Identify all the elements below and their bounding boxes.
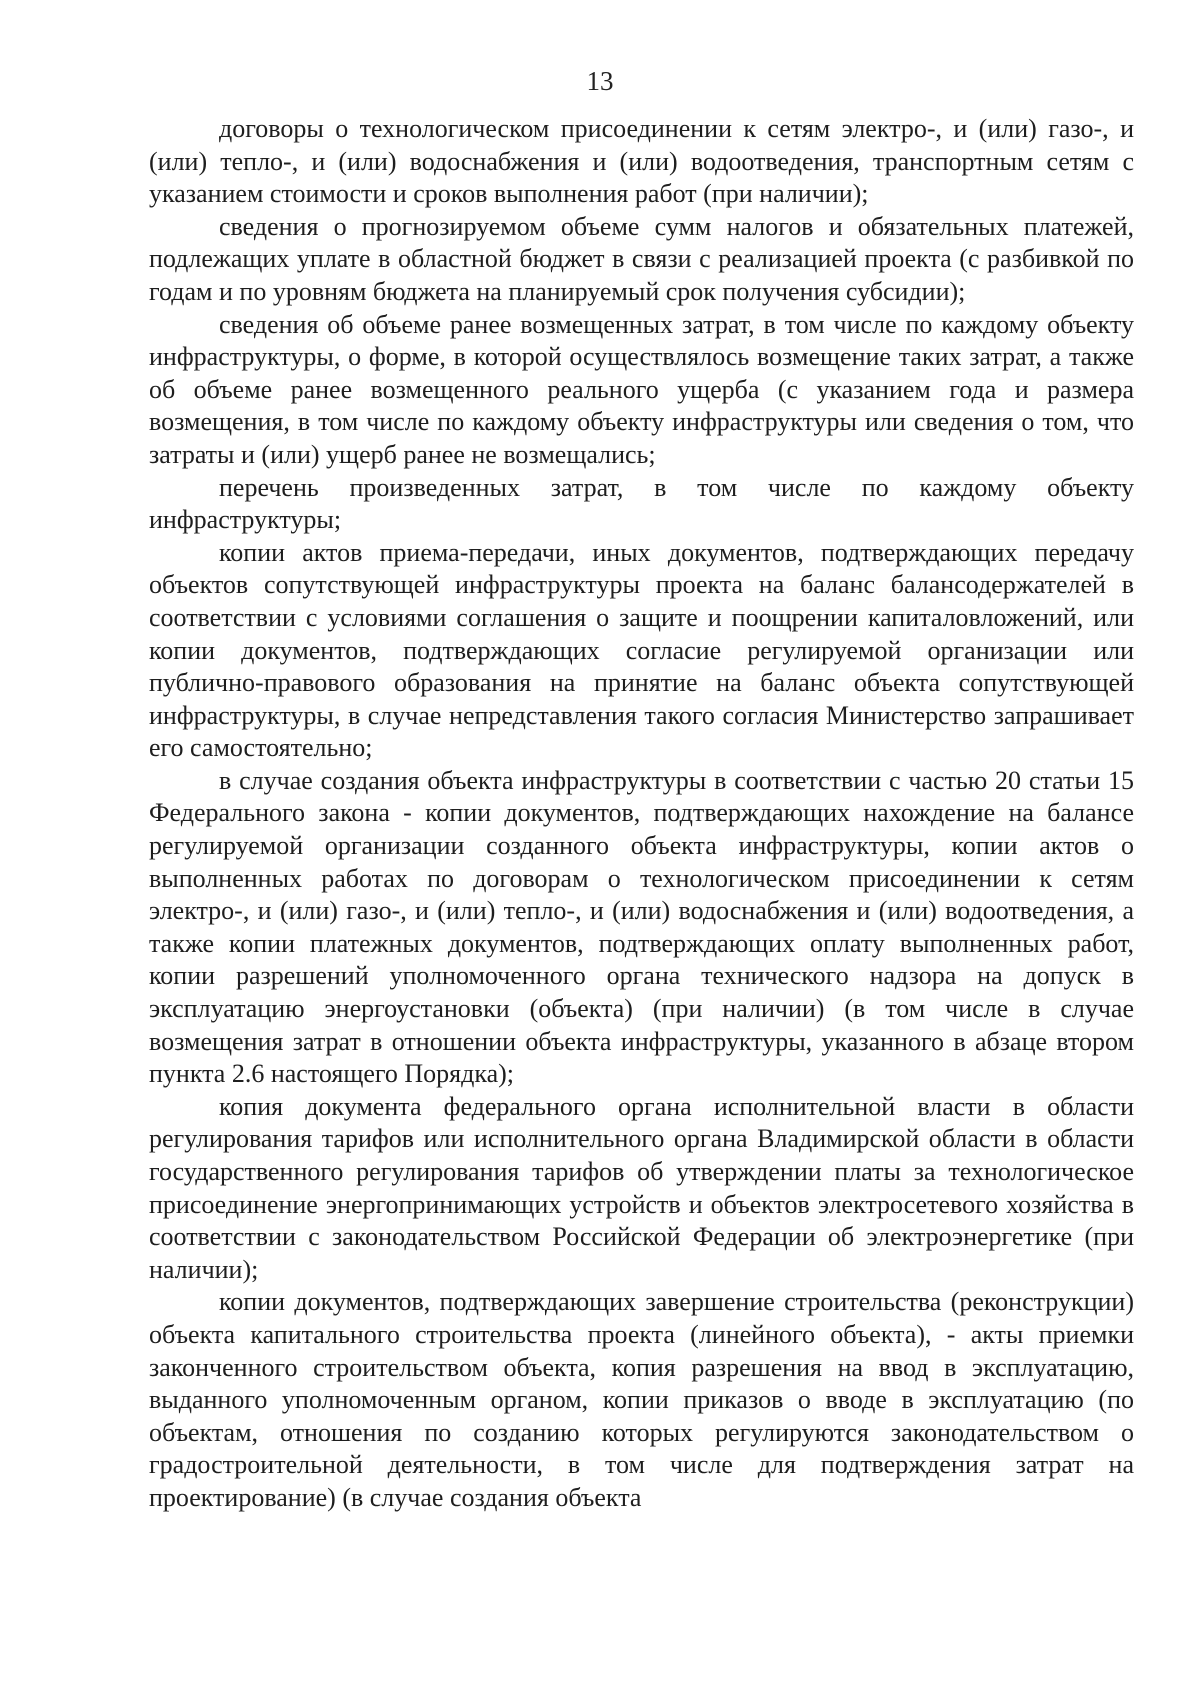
paragraph-transfer-acts: копии актов приема-передачи, иных документов, подтверждающих передачу объектов сопутствующей инфраструктуры проекта на баланс балансодержателей в соответствии с условиями соглашения о защите и поощрении капиталовложений, или копии документов, подтверждающих согласие регулируемой организации или публично-правового образования на принятие на баланс объекта сопутствующей инфраструктуры, в случае непредставления такого согласия Министерство запрашивает его самостоятельно;	[149, 537, 1134, 763]
paragraph-construction-completion: копии документов, подтверждающих завершение строительства (реконструкции) объекта капитального строительства проекта (линейного объекта), - акты приемки законченного строительством объекта, копия разрешения на ввод в эксплуатацию, выданного уполномоченным органом, копии приказов о вводе в эксплуатацию (по объектам, отношения по созданию которых регулируются законодательством о градостроительной деятельности, в том числе для подтверждения затрат на проектирование) (в случае создания объекта	[149, 1287, 1134, 1512]
page-number: 13	[586, 66, 614, 96]
paragraph-tax-forecast: сведения о прогнозируемом объеме сумм налогов и обязательных платежей, подлежащих уплате в областной бюджет в связи с реализацией проекта (с разбивкой по годам и по уровням бюджета на планируемый срок получения субсидии);	[149, 211, 1134, 306]
paragraph-costs-list: перечень произведенных затрат, в том числе по каждому объекту инфраструктуры;	[149, 472, 1134, 535]
paragraph-reimbursed-costs: сведения об объеме ранее возмещенных затрат, в том числе по каждому объекту инфраструктуры, о форме, в которой осуществлялось возмещение таких затрат, а также об объеме ранее возмещенного реального ущерба (с указанием года и размера возмещения, в том числе по каждому объекту инфраструктуры или сведения о том, что затраты и (или) ущерб ранее не возмещались;	[149, 309, 1134, 469]
paragraph-tariff-document: копия документа федерального органа исполнительной власти в области регулирования тарифов или исполнительного органа Владимирской области в области государственного регулирования тарифов об утверждении платы за технологическое присоединение энергопринимающих устройств и объектов электросетевого хозяйства в соответствии с законодательством Российской Федерации об электроэнергетике (при наличии);	[149, 1091, 1134, 1284]
document-body	[149, 113, 1134, 1515]
paragraph-infrastructure-creation: в случае создания объекта инфраструктуры в соответствии с частью 20 статьи 15 Федерального закона - копии документов, подтверждающих нахождение на балансе регулируемой организации созданного объекта инфраструктуры, копии актов о выполненных работах по договорам о технологическом присоединении к сетям электро-, и (или) газо-, и (или) тепло-, и (или) водоснабжения и (или) водоотведения, а также копии платежных документов, подтверждающих оплату выполненных работ, копии разрешений уполномоченного органа технического надзора на допуск в эксплуатацию энергоустановки (объекта) (при наличии) (в том числе в случае возмещения затрат в отношении объекта инфраструктуры, указанного в абзаце втором пункта 2.6 настоящего Порядка);	[149, 765, 1134, 1089]
paragraph-technological-connection-contracts: договоры о технологическом присоединении к сетям электро-, и (или) газо-, и (или) тепло-, и (или) водоснабжения и (или) водоотведения, транспортным сетям с указанием стоимости и сроков выполнения работ (при наличии);	[149, 114, 1134, 209]
